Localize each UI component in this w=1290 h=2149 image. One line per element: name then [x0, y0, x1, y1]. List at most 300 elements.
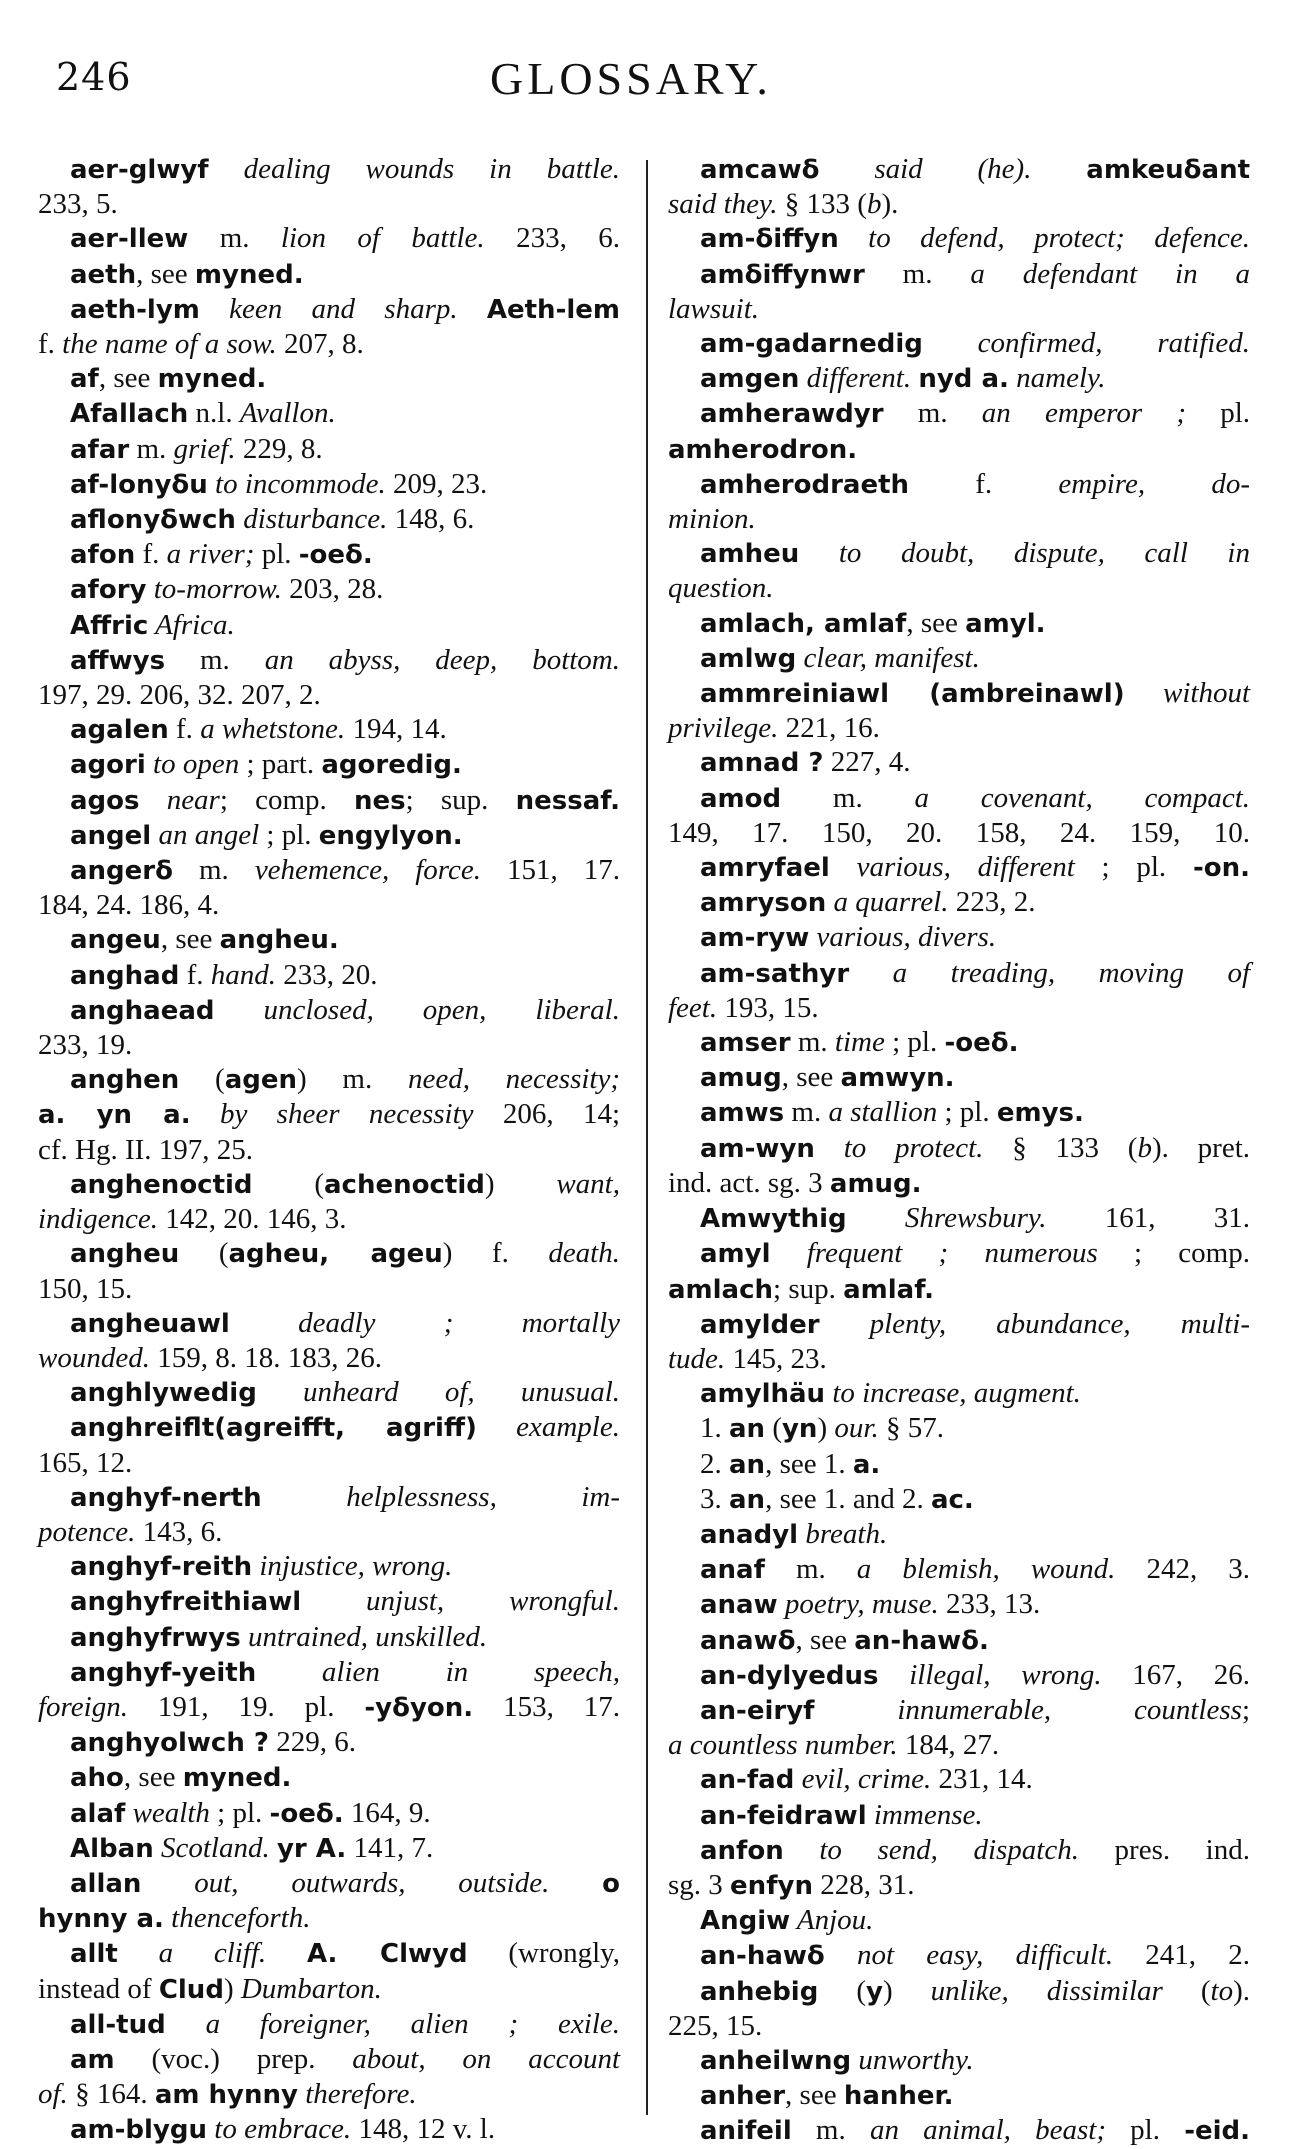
- glossary-line: [668, 816, 1250, 850]
- definition: dealing wounds in battle.: [208, 153, 620, 185]
- definition: Shrewsbury.: [846, 1202, 1047, 1235]
- glossary-line: [38, 922, 620, 957]
- glossary-line: [668, 1025, 1250, 1060]
- definition: to embrace.: [207, 2113, 352, 2146]
- glossary-line: [38, 1725, 620, 1760]
- headword: anghaead: [70, 995, 215, 1026]
- glossary-line: [38, 2112, 620, 2147]
- glossary-line: [668, 1517, 1250, 1552]
- glossary-line: [668, 956, 1250, 991]
- headword: angheu: [70, 1239, 180, 1270]
- reference: ) f.: [442, 1237, 549, 1270]
- reference: , see 1.: [765, 1447, 853, 1480]
- definition: a stallion: [828, 1096, 938, 1129]
- glossary-line: [38, 783, 620, 818]
- headword: amherodron.: [668, 434, 858, 465]
- headword: myned.: [182, 1763, 292, 1794]
- glossary-line: [668, 1482, 1250, 1517]
- glossary-line: [668, 1658, 1250, 1693]
- headword: am hynny: [154, 2080, 298, 2111]
- definition: Anjou.: [790, 1904, 874, 1937]
- headword: hanher.: [843, 2081, 954, 2112]
- glossary-line: [38, 1375, 620, 1410]
- definition: privilege.: [668, 712, 779, 745]
- reference: , see: [136, 257, 195, 290]
- reference: 233, 6.: [484, 222, 620, 255]
- headword: anawδ: [700, 1625, 796, 1656]
- headword: myned.: [194, 259, 304, 290]
- reference: 233, 20.: [276, 958, 378, 991]
- reference: 194, 14.: [345, 713, 447, 746]
- headword: am: [70, 2044, 115, 2075]
- reference: [270, 1832, 277, 1864]
- reference: 221, 16.: [778, 712, 880, 745]
- headword: anghyfrwys: [70, 1622, 241, 1653]
- headword: anghenoctid: [70, 1169, 253, 1200]
- definition: therefore.: [297, 2078, 417, 2111]
- definition: a cliff.: [117, 1937, 267, 1970]
- headword: aho: [70, 1763, 124, 1794]
- reference: 142, 20. 146, 3.: [157, 1203, 347, 1236]
- headword: aer-glwyf: [70, 155, 209, 185]
- glossary-line: [668, 467, 1250, 502]
- glossary-line: [38, 2007, 620, 2042]
- glossary-line: [38, 2077, 620, 2112]
- definition: need, necessity;: [407, 1063, 620, 1096]
- headword: aflonyδwch: [70, 505, 236, 536]
- definition: a blemish, wound.: [856, 1553, 1116, 1586]
- headword: Afallach: [70, 399, 189, 430]
- reference: 241, 2.: [1113, 1939, 1251, 1972]
- headword: amylder: [700, 1309, 820, 1340]
- reference: 159, 8. 18. 183, 26.: [149, 1341, 382, 1374]
- glossary-line: [38, 292, 620, 327]
- reference: 184, 27.: [897, 1729, 1000, 1762]
- glossary-line: [38, 396, 620, 431]
- glossary-line: [668, 2078, 1250, 2113]
- definition: feet.: [668, 991, 718, 1024]
- headword: amyl.: [965, 608, 1046, 639]
- glossary-line: [668, 1131, 1250, 1166]
- headword: angheu.: [219, 925, 339, 956]
- definition: Dumbarton.: [240, 1972, 382, 2005]
- headword: afar: [70, 434, 130, 465]
- reference: 191, 19. pl.: [127, 1690, 365, 1723]
- headword: affwys: [70, 645, 166, 676]
- glossary-line: [38, 152, 620, 187]
- headword: anadyl: [700, 1519, 799, 1550]
- headword: amnad ?: [700, 748, 824, 779]
- reference: ; sup.: [405, 783, 516, 816]
- reference: m.: [188, 222, 281, 255]
- definition: by sheer necessity: [190, 1098, 474, 1131]
- headword: anfon: [700, 1835, 784, 1866]
- definition: injustice, wrong.: [252, 1550, 453, 1583]
- glossary-line: [38, 1236, 620, 1271]
- glossary-line: [38, 712, 620, 747]
- glossary-line: [668, 1307, 1250, 1342]
- definition: alien in speech,: [256, 1655, 620, 1688]
- headword: an-hawδ.: [854, 1625, 989, 1656]
- glossary-line: [38, 1831, 620, 1866]
- glossary-line: [38, 1620, 620, 1655]
- headword: yn: [781, 1414, 818, 1445]
- column-divider: [646, 160, 648, 2115]
- headword: anghyf-yeith: [70, 1657, 257, 1688]
- reference: pl.: [254, 538, 299, 571]
- glossary-line: [668, 1762, 1250, 1797]
- headword: anghen: [70, 1065, 180, 1096]
- glossary-line: [668, 711, 1250, 745]
- definition: b: [866, 188, 882, 221]
- reference: sg. 3: [668, 1868, 731, 1901]
- glossary-line: [668, 991, 1250, 1025]
- reference: 149, 17. 150, 20. 158, 24. 159, 10.: [668, 816, 1250, 849]
- definition: a quarrel.: [826, 886, 949, 919]
- definition: a countless number.: [668, 1729, 898, 1762]
- glossary-line: [668, 1201, 1250, 1236]
- glossary-line: [38, 1410, 620, 1445]
- glossary-line: [38, 502, 620, 537]
- reference: m.: [764, 1553, 857, 1586]
- headword: Clud: [158, 1974, 224, 2005]
- definition: frequent ; numerous: [770, 1237, 1098, 1270]
- headword: myned.: [157, 364, 267, 395]
- reference: 233, 13.: [938, 1588, 1041, 1621]
- definition: near: [139, 783, 220, 816]
- glossary-line: [38, 1796, 620, 1831]
- headword: anghlywedig: [70, 1378, 257, 1409]
- reference: m.: [165, 643, 265, 676]
- headword: -oeδ.: [269, 1798, 344, 1829]
- reference: 231, 14.: [931, 1763, 1033, 1796]
- headword: af: [70, 364, 99, 395]
- reference: [266, 1937, 307, 1969]
- definition: time: [834, 1026, 885, 1059]
- glossary-line: [668, 257, 1250, 292]
- headword: anghad: [70, 960, 180, 991]
- headword: amlach: [668, 1274, 774, 1305]
- headword: -oeδ.: [944, 1028, 1019, 1059]
- reference: ).: [881, 188, 899, 221]
- reference: , see: [785, 2079, 844, 2112]
- headword: a.: [852, 1449, 881, 1480]
- glossary-line: [668, 502, 1250, 536]
- headword: agheu, ageu: [228, 1239, 443, 1270]
- definition: said they.: [668, 188, 778, 221]
- headword: anifeil: [700, 2116, 792, 2147]
- glossary-line: [668, 1833, 1250, 1868]
- reference: 148, 6.: [387, 503, 475, 536]
- reference: f.: [909, 467, 1059, 500]
- glossary-line: [38, 1272, 620, 1306]
- headword: amgen: [700, 364, 800, 395]
- reference: ; pl.: [209, 1796, 270, 1829]
- reference: ; pl.: [937, 1096, 997, 1129]
- headword: amws: [700, 1098, 785, 1129]
- headword: nes: [353, 785, 406, 816]
- page-number: 246: [56, 55, 132, 99]
- reference: , see: [781, 1061, 841, 1094]
- headword: a. yn a.: [38, 1100, 191, 1131]
- headword: an-dylyedus: [700, 1660, 879, 1691]
- reference: instead of: [38, 1972, 159, 2005]
- glossary-line: [668, 641, 1250, 676]
- reference: , see: [160, 923, 220, 956]
- definition: breath.: [798, 1517, 888, 1550]
- definition: thenceforth.: [163, 1902, 311, 1935]
- headword: -yδyon.: [364, 1692, 474, 1723]
- glossary-line: [668, 571, 1250, 605]
- headword: all-tud: [70, 2009, 166, 2040]
- glossary-line: [668, 676, 1250, 711]
- definition: to protect.: [814, 1131, 984, 1164]
- headword: amδiffynwr: [700, 259, 865, 290]
- definition: vehemence, force.: [254, 854, 481, 887]
- reference: ; comp.: [219, 783, 354, 816]
- definition: hand.: [210, 958, 277, 991]
- headword: amwyn.: [840, 1063, 955, 1094]
- definition: keen and sharp.: [199, 292, 458, 325]
- headword: amylhäu: [700, 1379, 826, 1410]
- definition: about, on account: [352, 2042, 621, 2075]
- headword: anghyfreithiawl: [70, 1587, 302, 1618]
- reference: n.l.: [188, 397, 240, 430]
- headword: amherawdyr: [700, 399, 884, 430]
- headword: ammreiniawl (ambreinawl): [700, 679, 1125, 710]
- definition: to send, dispatch.: [783, 1833, 1079, 1866]
- reference: ).: [1233, 1974, 1250, 2007]
- glossary-line: [668, 1552, 1250, 1587]
- headword: emys.: [996, 1098, 1084, 1129]
- headword: engylyon.: [318, 820, 463, 851]
- headword: agalen: [70, 715, 169, 746]
- definition: unclosed, open, liberal.: [214, 993, 620, 1026]
- reference: 223, 2.: [948, 886, 1036, 919]
- reference: m.: [790, 1026, 835, 1059]
- glossary-line: [668, 1376, 1250, 1411]
- headword: am-δiffyn: [700, 224, 839, 255]
- definition: grief.: [173, 432, 236, 465]
- definition: indigence.: [38, 1203, 158, 1236]
- glossary-line: [38, 257, 620, 292]
- glossary-line: [668, 745, 1250, 780]
- headword: anaw: [700, 1590, 778, 1621]
- reference: 227, 4.: [823, 746, 911, 779]
- reference: m.: [883, 397, 982, 430]
- headword: amlaf.: [843, 1274, 934, 1305]
- glossary-line: [668, 781, 1250, 816]
- glossary-line: [38, 1760, 620, 1795]
- reference: 141, 7.: [346, 1831, 434, 1864]
- reference: , see: [795, 1623, 855, 1656]
- headword: anhebig: [700, 1976, 819, 2007]
- glossary-line: [38, 958, 620, 993]
- headword: an-eiryf: [700, 1695, 815, 1726]
- headword: alaf: [70, 1798, 126, 1829]
- reference: ; pl.: [884, 1026, 945, 1059]
- headword: achenoctid: [324, 1169, 485, 1200]
- right-column: [668, 152, 1250, 2149]
- glossary-line: [668, 1447, 1250, 1482]
- glossary-line: [38, 327, 620, 361]
- glossary-line: [668, 2113, 1250, 2148]
- definition: plenty, abundance, multi-: [819, 1307, 1250, 1340]
- glossary-line: [668, 1903, 1250, 1938]
- reference: 228, 31.: [812, 1868, 915, 1901]
- glossary-line: [668, 1798, 1250, 1833]
- headword: enfyn: [730, 1870, 813, 1901]
- reference: ; comp.: [1097, 1237, 1250, 1270]
- headword: an-fad: [700, 1765, 795, 1796]
- reference: ; part.: [239, 748, 322, 781]
- headword: an: [729, 1414, 766, 1445]
- reference: (: [179, 1237, 229, 1270]
- headword: amheu: [700, 539, 800, 570]
- reference: 3.: [700, 1482, 729, 1515]
- reference: 151, 17.: [481, 854, 621, 887]
- reference: (: [252, 1167, 325, 1200]
- headword: agen: [224, 1065, 298, 1096]
- headword: anher: [700, 2081, 786, 2112]
- reference: 229, 8.: [235, 432, 323, 465]
- glossary-line: [38, 643, 620, 678]
- definition: to defend, protect; defence.: [838, 222, 1250, 255]
- definition: an emperor ;: [981, 397, 1186, 430]
- reference: (: [765, 1412, 782, 1445]
- definition: an angel: [151, 818, 260, 851]
- reference: 184, 24. 186, 4.: [38, 889, 220, 922]
- definition: an abyss, deep, bottom.: [264, 643, 621, 676]
- reference: 1.: [700, 1412, 729, 1445]
- glossary-line: [38, 1936, 620, 1971]
- definition: an animal, beast;: [869, 2114, 1106, 2147]
- glossary-line: [668, 1272, 1250, 1307]
- definition: lion of battle.: [280, 222, 485, 255]
- reference: ; sup.: [773, 1272, 844, 1305]
- headword: -oeδ.: [298, 540, 373, 571]
- definition: immense.: [866, 1798, 983, 1831]
- glossary-line: [38, 1515, 620, 1549]
- definition: a covenant, compact.: [914, 781, 1251, 814]
- headword: angel: [70, 820, 152, 851]
- reference: 143, 6.: [135, 1515, 223, 1548]
- definition: Avallon.: [239, 397, 336, 430]
- glossary-line: [668, 326, 1250, 361]
- headword: amug: [700, 1063, 782, 1094]
- reference: pl.: [1106, 2114, 1185, 2147]
- glossary-line: [668, 152, 1250, 187]
- glossary-line: [668, 850, 1250, 885]
- definition: confirmed, ratified.: [922, 327, 1250, 360]
- reference: m.: [784, 1096, 829, 1129]
- reference: 164, 9.: [343, 1796, 431, 1829]
- definition: a foreigner, alien ; exile.: [165, 2007, 620, 2040]
- definition: deadly ; mortally: [229, 1306, 620, 1339]
- glossary-line: [38, 537, 620, 572]
- headword: am-blygu: [70, 2115, 208, 2146]
- headword: angheuawl: [70, 1308, 230, 1339]
- reference: pl.: [1186, 397, 1251, 430]
- definition: minion.: [668, 503, 756, 536]
- glossary-line: [38, 1133, 620, 1167]
- reference: , see: [98, 362, 158, 395]
- reference: , see: [906, 606, 966, 639]
- reference: § 164.: [67, 2078, 155, 2111]
- headword: nessaf.: [515, 785, 620, 816]
- reference: (wrongly,: [467, 1937, 621, 1970]
- reference: 197, 29. 206, 32. 207, 2.: [38, 679, 321, 712]
- reference: ): [484, 1167, 557, 1200]
- glossary-line: [38, 1062, 620, 1097]
- definition: our.: [834, 1412, 879, 1445]
- definition: of.: [38, 2078, 68, 2111]
- headword: afon: [70, 540, 136, 571]
- glossary-line: [668, 536, 1250, 571]
- definition: Scotland.: [153, 1831, 270, 1864]
- reference: 207, 8.: [276, 328, 364, 361]
- definition: namely.: [1008, 362, 1106, 395]
- headword: af-lonyδu: [70, 469, 208, 500]
- headword: nyd a.: [918, 364, 1009, 395]
- headword: angerδ: [70, 856, 173, 887]
- reference: (: [179, 1063, 225, 1096]
- glossary-line: [668, 1938, 1250, 1973]
- glossary-line: [38, 1446, 620, 1480]
- reference: 203, 28.: [281, 573, 384, 606]
- headword: amser: [700, 1028, 791, 1059]
- glossary-line: [38, 467, 620, 502]
- glossary-line: [38, 361, 620, 396]
- reference: ;: [1241, 1693, 1250, 1726]
- glossary-line: [38, 572, 620, 607]
- glossary-line: [38, 608, 620, 643]
- glossary-line: [38, 1866, 620, 1901]
- glossary-line: [38, 1901, 620, 1936]
- reference: ): [223, 1972, 241, 2005]
- reference: 229, 6.: [268, 1726, 356, 1759]
- headword: angeu: [70, 925, 161, 956]
- glossary-line: [38, 1306, 620, 1341]
- headword: Angiw: [700, 1906, 791, 1937]
- reference: ind. act. sg. 3: [668, 1166, 830, 1199]
- definition: to increase, augment.: [825, 1377, 1081, 1410]
- headword: aeth: [70, 259, 137, 290]
- headword: ac.: [930, 1484, 974, 1515]
- reference: pres. ind.: [1078, 1833, 1250, 1866]
- headword: amlach, amlaf: [700, 608, 907, 639]
- glossary-line: [668, 396, 1250, 431]
- glossary-line: [38, 1097, 620, 1132]
- headword: Alban: [70, 1833, 154, 1864]
- glossary-line: [38, 1972, 620, 2007]
- glossary-line: [38, 1584, 620, 1619]
- glossary-line: [38, 1341, 620, 1375]
- reference: m.: [864, 257, 971, 290]
- headword: amod: [700, 783, 782, 814]
- glossary-line: [668, 1974, 1250, 2009]
- reference: ): [882, 1974, 931, 2007]
- glossary-line: [668, 1166, 1250, 1201]
- reference: m.: [791, 2114, 870, 2147]
- headword: am-ryw: [700, 923, 810, 954]
- headword: anghyf-reith: [70, 1552, 253, 1583]
- headword: am-sathyr: [700, 958, 850, 989]
- page-title: GLOSSARY.: [490, 53, 772, 104]
- headword: hynny a.: [38, 1904, 164, 1935]
- headword: yr A.: [276, 1833, 347, 1864]
- glossary-line: [38, 853, 620, 888]
